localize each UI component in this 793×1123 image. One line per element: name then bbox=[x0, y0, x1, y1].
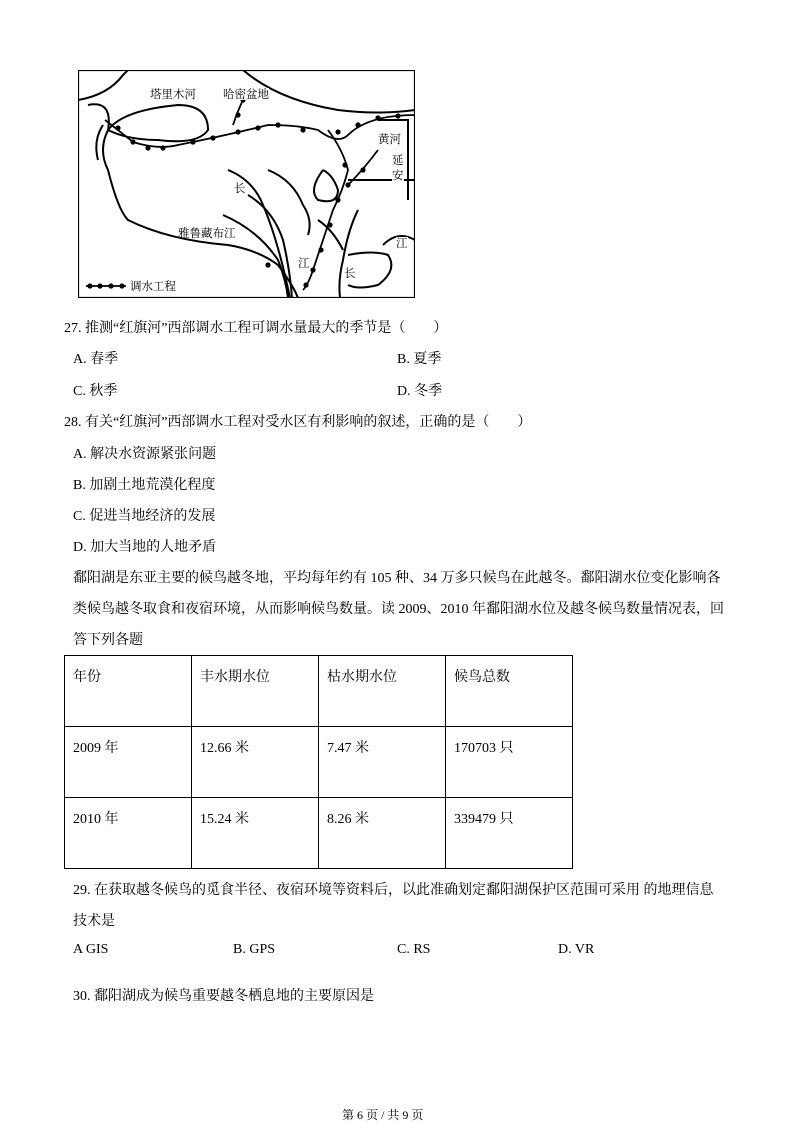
table-header-row bbox=[65, 656, 573, 727]
q28-option-d: D. 加大当地的人地矛盾 bbox=[73, 540, 217, 555]
table-cell: 2010 年 bbox=[65, 798, 192, 869]
q27-option-c: C. 秋季 bbox=[73, 384, 118, 399]
map-label-chang: 长 bbox=[234, 181, 246, 195]
map-label-yanan-1: 延 bbox=[392, 153, 404, 167]
table-header: 候鸟总数 bbox=[446, 656, 573, 727]
table-header: 丰水期水位 bbox=[192, 656, 319, 727]
q29-option-c: C. RS bbox=[397, 942, 431, 957]
q27-option-a: A. 春季 bbox=[73, 352, 119, 367]
map-label-chang-2: 长 bbox=[344, 266, 356, 280]
q29-stem-line-2: 技术是 bbox=[73, 914, 115, 929]
table-cell: 8.26 米 bbox=[319, 798, 446, 869]
map-label-yarlung: 雅鲁藏布江 bbox=[178, 226, 236, 240]
table-cell: 170703 只 bbox=[446, 727, 573, 798]
passage-line-2: 类候鸟越冬取食和夜宿环境，从而影响候鸟数量。读 2009、2010 年鄱阳湖水位及越冬候鸟数量情况表，回 bbox=[73, 602, 724, 617]
table-row bbox=[65, 798, 573, 869]
water-diversion-map bbox=[78, 70, 415, 298]
q28-stem: 28. 有关“红旗河”西部调水工程对受水区有利影响的叙述，正确的是（ ） bbox=[64, 415, 532, 430]
table-cell: 15.24 米 bbox=[192, 798, 319, 869]
map-label-tarim: 塔里木河 bbox=[150, 87, 196, 101]
map-label-yellow-river: 黄河 bbox=[378, 132, 401, 146]
passage-line-3: 答下列各题 bbox=[73, 633, 143, 648]
q29-option-b: B. GPS bbox=[233, 942, 276, 957]
page-footer: 第 6 页 / 共 9 页 bbox=[342, 1108, 424, 1122]
q27-option-d: D. 冬季 bbox=[397, 384, 443, 399]
map-label-jiang: 江 bbox=[298, 256, 310, 270]
q30-stem: 30. 鄱阳湖成为候鸟重要越冬栖息地的主要原因是 bbox=[73, 989, 374, 1004]
q27-option-b: B. 夏季 bbox=[397, 352, 442, 367]
water-level-table bbox=[64, 655, 573, 869]
map-label-hami: 哈密盆地 bbox=[223, 87, 269, 101]
map-label-jiang-2: 江 bbox=[396, 236, 408, 250]
table-header: 年份 bbox=[65, 656, 192, 727]
q28-option-a: A. 解决水资源紧张问题 bbox=[73, 447, 217, 462]
table-cell: 2009 年 bbox=[65, 727, 192, 798]
q29-stem-line-1: 29. 在获取越冬候鸟的觅食半径、夜宿环境等资料后，以此准确划定鄱阳湖保护区范围可采用 的地理信息 bbox=[73, 883, 714, 898]
q29-option-a: A GIS bbox=[73, 942, 109, 957]
table-row bbox=[65, 727, 573, 798]
q28-option-b: B. 加剧土地荒漠化程度 bbox=[73, 478, 216, 493]
table-cell: 12.66 米 bbox=[192, 727, 319, 798]
q27-stem: 27. 推测“红旗河”西部调水工程可调水量最大的季节是（ ） bbox=[64, 321, 448, 336]
table-cell: 339479 只 bbox=[446, 798, 573, 869]
map-label-yanan-2: 安 bbox=[392, 168, 404, 182]
table-header: 枯水期水位 bbox=[319, 656, 446, 727]
passage-line-1: 鄱阳湖是东亚主要的候鸟越冬地，平均每年约有 105 种、34 万多只候鸟在此越冬。鄱阳湖水位变化影响各 bbox=[73, 571, 721, 586]
q29-option-d: D. VR bbox=[558, 942, 595, 957]
map-legend-label: 调水工程 bbox=[130, 279, 176, 293]
table-cell: 7.47 米 bbox=[319, 727, 446, 798]
q28-option-c: C. 促进当地经济的发展 bbox=[73, 509, 216, 524]
map-drawing bbox=[78, 70, 415, 298]
